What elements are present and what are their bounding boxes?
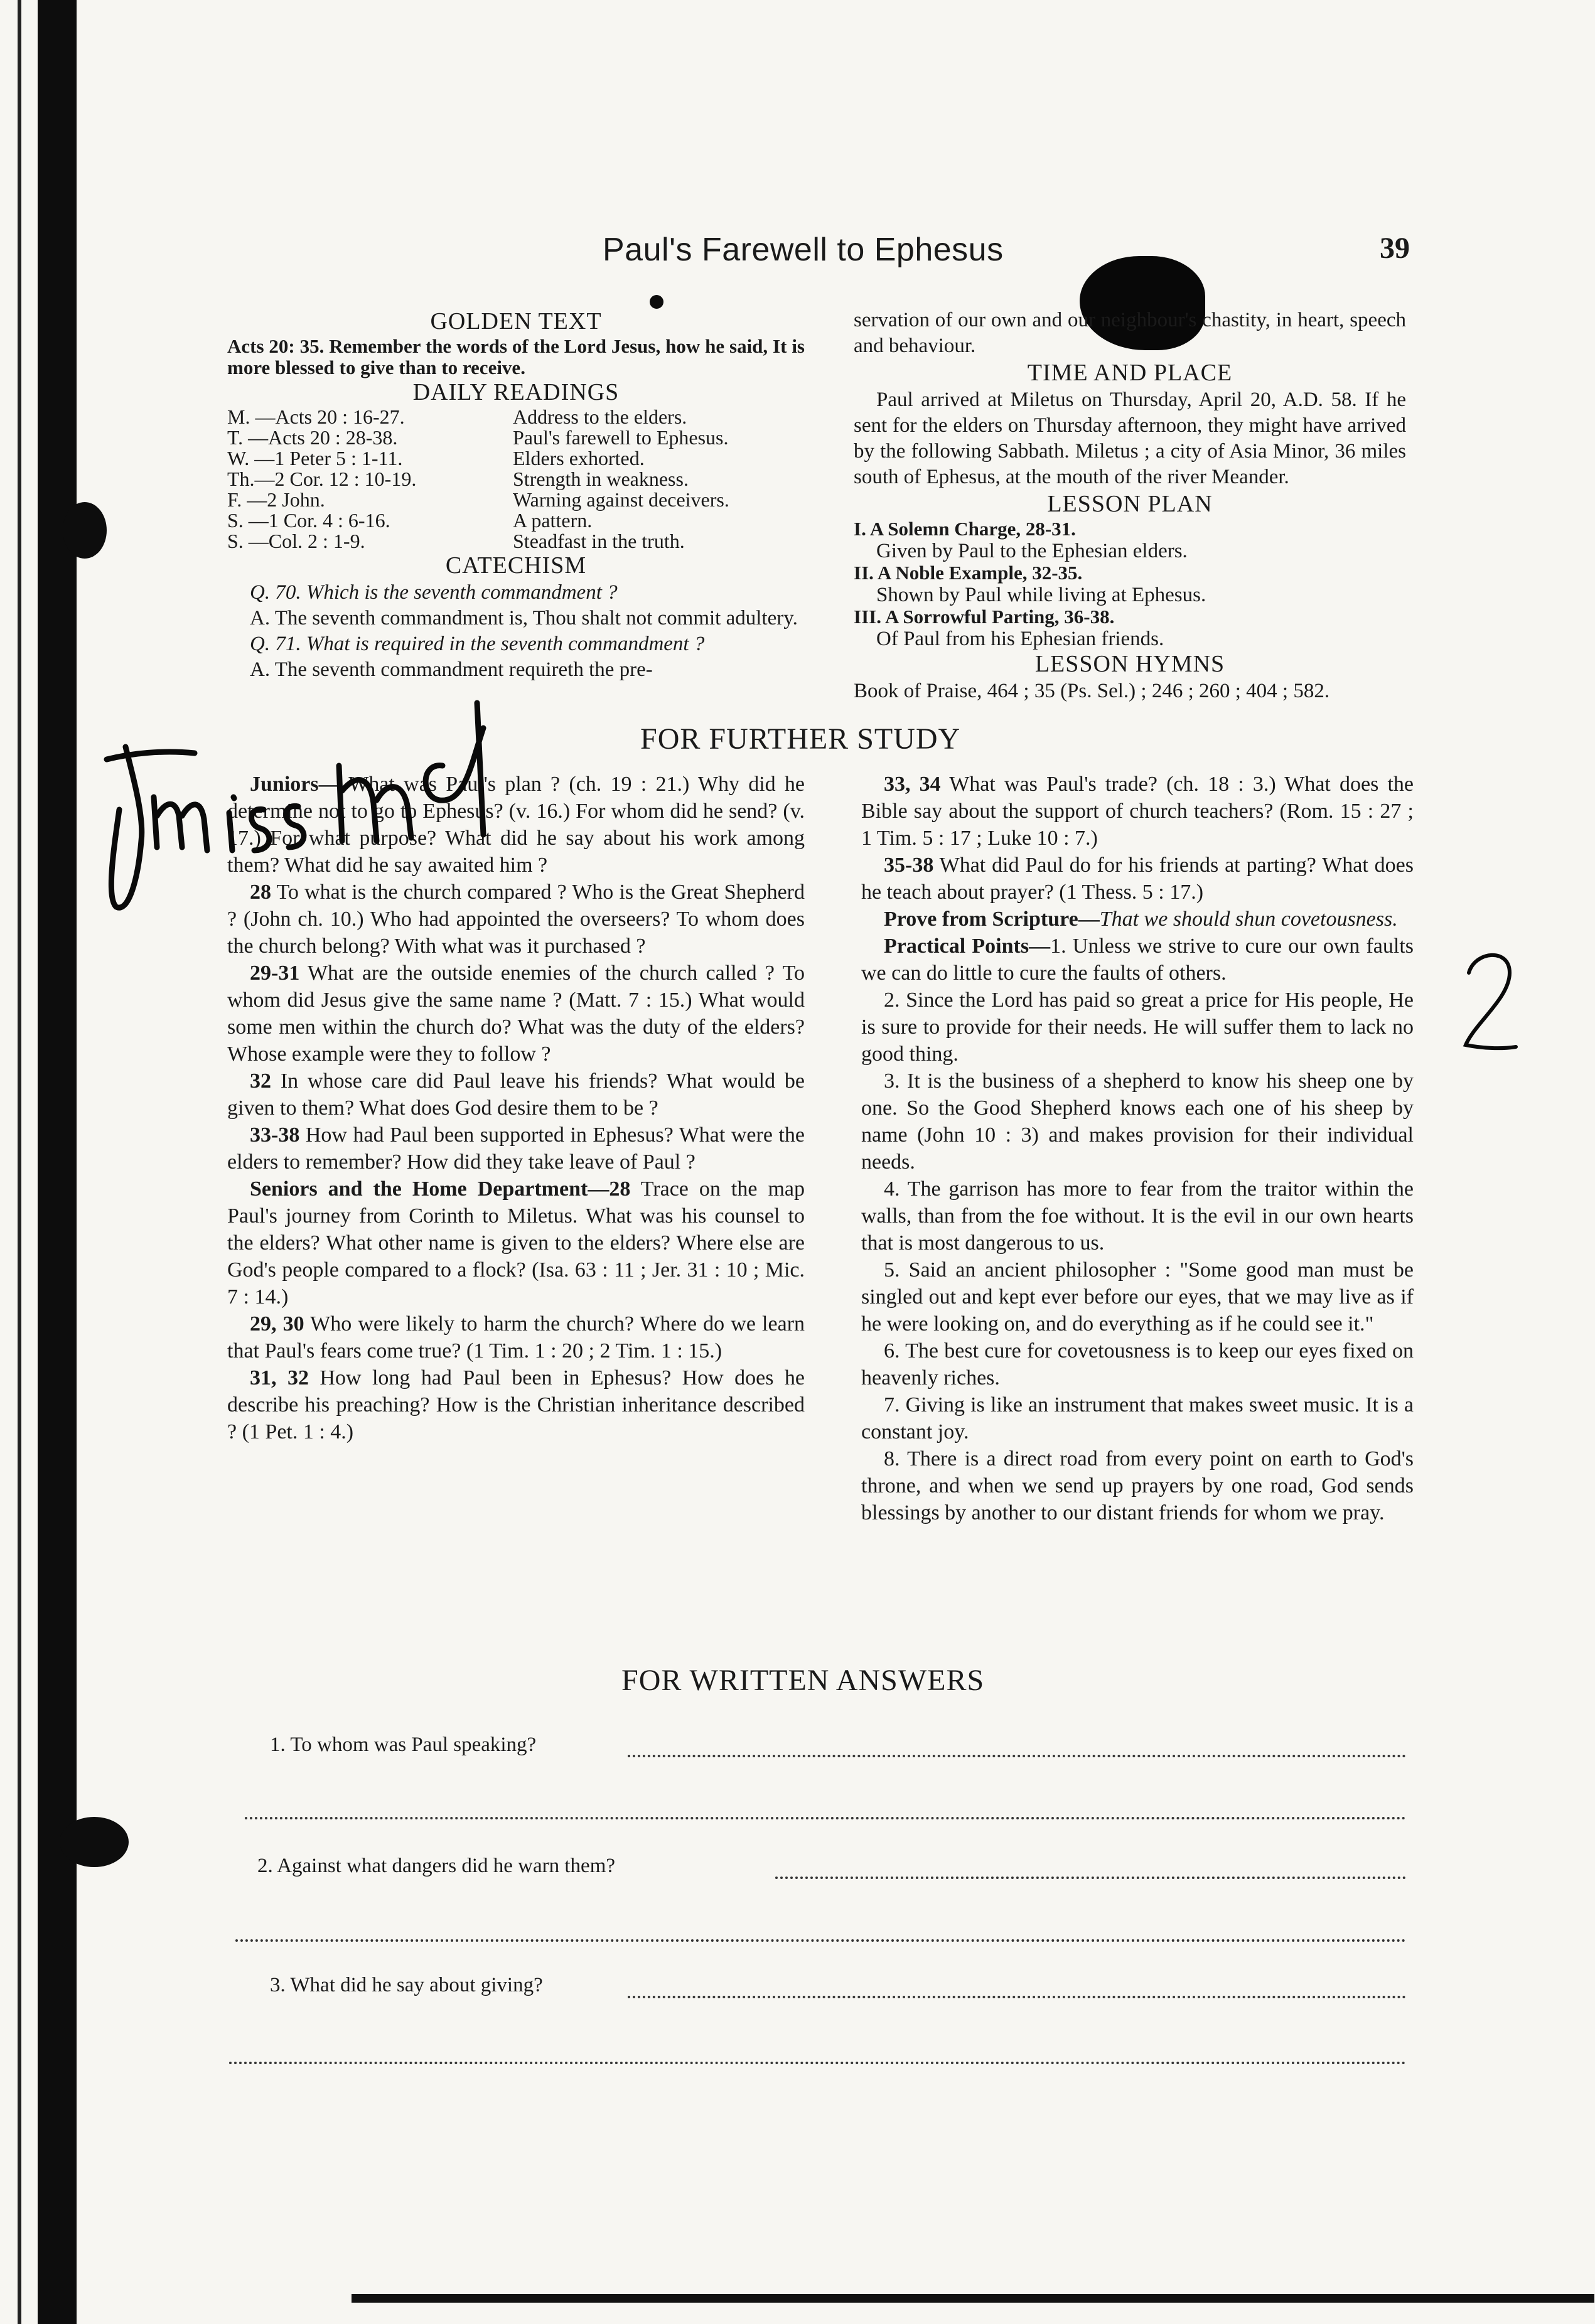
study-question-text: How long had Paul been in Ephesus? How does he describe his preaching? How is the Christian inheritance described ? (1 Pet. 1 : 4.) xyxy=(227,1366,805,1443)
study-question xyxy=(227,1364,805,1445)
right-top-column xyxy=(854,308,1406,704)
golden-text-heading: GOLDEN TEXT xyxy=(430,308,602,335)
answer-field-2b[interactable] xyxy=(235,1939,1406,1942)
lesson-hymns-heading: LESSON HYMNS xyxy=(1034,651,1225,677)
study-question-lead: 29-31 xyxy=(250,961,300,985)
study-question-text: What was Paul's plan ? (ch. 19 : 21.) Why did he determine not to go to Ephesus? (v. 16.) For whom did he send? (v. 17.) For what purpose? What did he say about his work among them? What did he say awaited him ? xyxy=(227,773,805,877)
reading-description: Strength in weakness. xyxy=(513,468,689,490)
reading-day: S. —1 Cor. 4 : 6-16. xyxy=(227,509,390,532)
lesson-plan-description: Shown by Paul while living at Ephesus. xyxy=(876,584,1206,606)
answer-field-1b[interactable] xyxy=(245,1817,1406,1819)
reading-description: Warning against deceivers. xyxy=(513,488,729,511)
page-title: Paul's Farewell to Ephesus xyxy=(603,232,1004,268)
lesson-plan-title: II. A Noble Example, 32-35. xyxy=(854,562,1083,584)
margin-mark xyxy=(1456,941,1525,1073)
practical-point: 4. The garrison has more to fear from the traitor within the walls, than from the foe without. It is the evil in our own hearts that is most dangerous to us. xyxy=(861,1177,1414,1255)
reading-day: W. —1 Peter 5 : 1-11. xyxy=(227,447,403,469)
study-question-text: In whose care did Paul leave his friends? What would be given to them? What does God desire them to be ? xyxy=(227,1069,805,1120)
time-place-heading: TIME AND PLACE xyxy=(1027,360,1233,386)
practical-point: 5. Said an ancient philosopher : "Some good man must be singled out and kept ever before our eyes, that we may live as if he were looking on, and do everything as if he could see it." xyxy=(861,1258,1414,1336)
study-question-text: What did Paul do for his friends at parting? What does he teach about prayer? (1 Thess. 5 : 17.) xyxy=(861,854,1414,904)
study-question xyxy=(227,1310,805,1364)
study-question-text: What was Paul's trade? (ch. 18 : 3.) What does the Bible say about the support of church teachers? (Rom. 15 : 27 ; 1 Tim. 5 : 17 ; Luke 10 : 7.) xyxy=(861,773,1414,850)
study-question-lead: 32 xyxy=(250,1069,271,1093)
reading-description: Address to the elders. xyxy=(513,405,687,428)
reading-day: Th.—2 Cor. 12 : 10-19. xyxy=(227,468,417,490)
catechism-heading: CATECHISM xyxy=(445,552,587,579)
study-question-lead: 35-38 xyxy=(884,854,934,877)
ink-speck xyxy=(650,295,663,309)
answer-field-2[interactable] xyxy=(775,1877,1406,1879)
practical-point: 6. The best cure for covetousness is to keep our eyes fixed on heavenly riches. xyxy=(861,1339,1414,1390)
study-question-text: What are the outside enemies of the church called ? To whom did Jesus give the same name ? (Matt. 7 : 15.) What would some men within the church do? What was the duty of the elders? Whose example were they to follow ? xyxy=(227,961,805,1066)
answer-question-1: 1. To whom was Paul speaking? xyxy=(270,1733,537,1756)
left-top-column xyxy=(227,308,805,683)
reading-day: T. —Acts 20 : 28-38. xyxy=(227,426,398,449)
study-question xyxy=(227,1068,805,1122)
study-question xyxy=(227,1122,805,1175)
prove-from-scripture xyxy=(861,906,1414,933)
answer-question-3: 3. What did he say about giving? xyxy=(270,1974,543,1996)
further-study-right-questions xyxy=(861,771,1414,906)
study-question xyxy=(861,771,1414,852)
study-question-text: Who were likely to harm the church? Where do we learn that Paul's fears come true? (1 Tim. 1 : 20 ; 2 Tim. 1 : 15.) xyxy=(227,1312,805,1363)
catechism-q71: Q. 71. What is required in the seventh commandment ? xyxy=(250,633,705,655)
reading-description: A pattern. xyxy=(513,509,593,532)
time-place-text: Paul arrived at Miletus on Thursday, April 20, A.D. 58. If he sent for the elders on Thursday afternoon, they might have arrived by the following Sabbath. Miletus ; a city of Asia Minor, 36 miles south of Ephesus, at the mouth of the river Meander. xyxy=(854,388,1406,488)
study-question-lead: Juniors— xyxy=(250,773,340,796)
reading-day: F. —2 John. xyxy=(227,488,325,511)
answer-field-1[interactable] xyxy=(628,1755,1406,1757)
practical-lead: Practical Points— xyxy=(884,934,1051,958)
lesson-hymns-text: Book of Praise, 464 ; 35 (Ps. Sel.) ; 246 ; 260 ; 404 ; 582. xyxy=(854,680,1330,702)
practical-point: 1. Unless we strive to cure our own faults we can do little to cure the faults of others. xyxy=(861,934,1414,985)
reading-description: Elders exhorted. xyxy=(513,447,645,469)
prove-text: That we should shun covetousness. xyxy=(1099,908,1398,931)
study-question-lead: 29, 30 xyxy=(250,1312,304,1336)
written-answers-heading: FOR WRITTEN ANSWERS xyxy=(621,1664,985,1697)
reading-day: M. —Acts 20 : 16-27. xyxy=(227,405,405,428)
reading-day: S. —Col. 2 : 1-9. xyxy=(227,530,365,552)
study-question-lead: Seniors and the Home Department—28 xyxy=(250,1177,631,1201)
practical-point: 3. It is the business of a shepherd to know his sheep one by one. So the Good Shepherd knows each one of his sheep by name (John 10 : 3) and makes provision for their individual needs. xyxy=(861,1069,1414,1174)
study-question-lead: 33-38 xyxy=(250,1123,300,1147)
practical-points-list xyxy=(861,987,1414,1526)
lesson-plan-description: Given by Paul to the Ephesian elders. xyxy=(876,540,1188,562)
answer-question-2: 2. Against what dangers did he warn them? xyxy=(257,1855,616,1877)
study-question-lead: 31, 32 xyxy=(250,1366,309,1390)
reading-description: Paul's farewell to Ephesus. xyxy=(513,426,729,449)
further-study-heading: FOR FURTHER STUDY xyxy=(640,722,961,756)
study-question-lead: 33, 34 xyxy=(884,773,941,796)
daily-readings-list xyxy=(227,407,805,552)
study-question xyxy=(227,1175,805,1310)
practical-point: 8. There is a direct road from every point on earth to God's throne, and when we send up prayers by one road, God sends blessings by another to our distant friends for whom we pray. xyxy=(861,1447,1414,1524)
page-number: 39 xyxy=(1380,232,1410,265)
catechism-q70: Q. 70. Which is the seventh commandment ? xyxy=(250,581,618,604)
bottom-rule xyxy=(352,2294,1594,2303)
further-study-right xyxy=(861,771,1414,1526)
binding-edge xyxy=(18,0,21,2324)
lesson-plan-heading: LESSON PLAN xyxy=(1047,491,1213,517)
binding-hole xyxy=(63,502,107,559)
daily-readings-heading: DAILY READINGS xyxy=(412,379,620,405)
reading-description: Steadfast in the truth. xyxy=(513,530,685,552)
catechism-a70: A. The seventh commandment is, Thou shalt not commit adultery. xyxy=(250,607,798,629)
lesson-plan-title: III. A Sorrowful Parting, 36-38. xyxy=(854,606,1115,628)
practical-points-intro xyxy=(861,933,1414,987)
golden-text: Acts 20: 35. Remember the words of the Lord Jesus, how he said, It is more blessed to give than to receive. xyxy=(227,335,805,378)
answer-field-3[interactable] xyxy=(628,1996,1406,1998)
binding-hole xyxy=(60,1817,129,1867)
chastity-continuation: servation of our own and our neighbour's chastity, in heart, speech and behaviour. xyxy=(854,309,1406,357)
study-question-lead: 28 xyxy=(250,881,271,904)
answer-field-3b[interactable] xyxy=(229,2062,1406,2064)
study-question-text: To what is the church compared ? Who is the Great Shepherd ? (John ch. 10.) Who had appointed the overseers? To whom does the church belong? With what was it purchased ? xyxy=(227,881,805,958)
lesson-plan-list xyxy=(854,518,1406,650)
handwritten-signature xyxy=(94,690,496,929)
binding-spine xyxy=(38,0,77,2324)
practical-point: 2. Since the Lord has paid so great a price for His people, He is sure to provide for their needs. He will suffer them to lack no good thing. xyxy=(861,988,1414,1066)
catechism-a71: A. The seventh commandment requireth the pre- xyxy=(250,658,653,681)
study-question xyxy=(227,960,805,1068)
study-question-text: Trace on the map Paul's journey from Corinth to Miletus. What was his counsel to the elders? What other name is given to the elders? Where else are God's people compared to a flock? (Isa. 63 : 11 ; Jer. 31 : 10 ; Mic. 7 : 14.) xyxy=(227,1177,805,1309)
lesson-plan-title: I. A Solemn Charge, 28-31. xyxy=(854,518,1076,540)
practical-point: 7. Giving is like an instrument that makes sweet music. It is a constant joy. xyxy=(861,1393,1414,1443)
study-question-text: How had Paul been supported in Ephesus? What were the elders to remember? How did they take leave of Paul ? xyxy=(227,1123,805,1174)
lesson-plan-description: Of Paul from his Ephesian friends. xyxy=(876,628,1164,650)
study-question xyxy=(861,852,1414,906)
prove-lead: Prove from Scripture— xyxy=(884,908,1100,931)
